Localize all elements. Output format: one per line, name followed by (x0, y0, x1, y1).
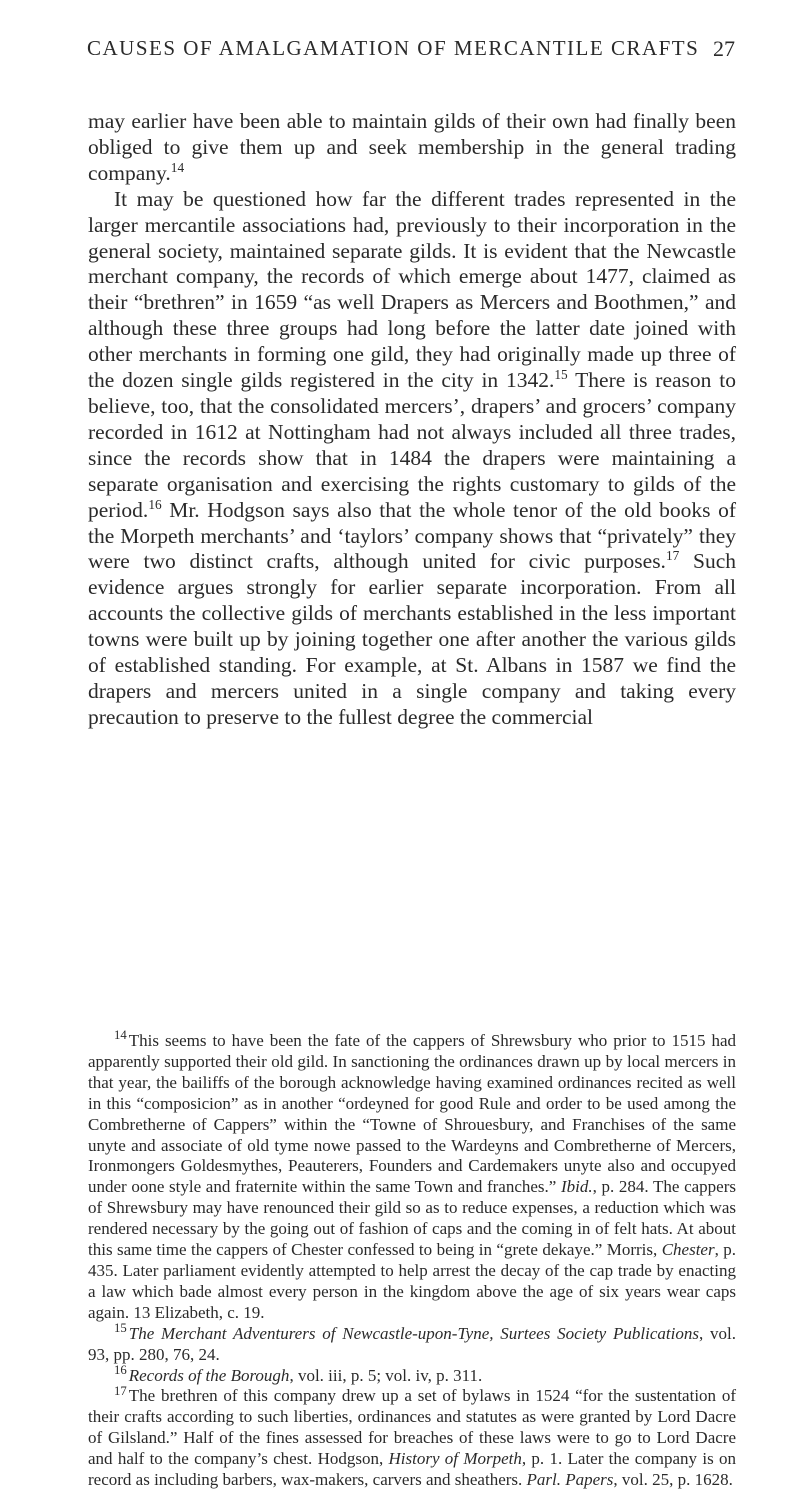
paragraph-text: Such evidence argues strongly for earlier separate incorporation. From all accounts the collective gilds of merchants established in the less important towns were built up by joining together one after another the various gilds of established standing. For example, at St. Albans in 1587 we find the drapers and mercers united in a single company and taking every precaution to preserve to the fullest degree the commercial (88, 549, 736, 729)
footnote-italic: Chester (661, 1240, 715, 1260)
paragraph-text: may earlier have been able to maintain gilds of their own had finally been obliged to give them up and seek membership in the general trading company. (88, 109, 736, 185)
footnote-number: 15 (114, 1321, 127, 1336)
footnote-text: , p. 1. Later the company is on record as including barbers, wax-makers, carvers and sheathers. (88, 1449, 736, 1490)
footnote-text: , vol. 93, pp. 280, 76, 24. (88, 1323, 736, 1364)
note-ref-15: 15 (554, 366, 568, 382)
footnote-text: , p. 435. Later parliament evidently attempted to help arrest the decay of the cap trade by enacting a law which bade almost every person in the kingdom above the age of six years wear caps again. 13 Elizabeth, c. 19. (88, 1240, 737, 1322)
footnote-italic: Parl. Papers (526, 1470, 614, 1490)
footnote-italic: The Merchant Adventurers of Newcastle-upon-Tyne, Surtees Society Publications (128, 1323, 699, 1343)
paragraph-text: Mr. Hodgson says also that the whole tenor of the old books of the Morpeth merchants’ and ‘taylors’ company shows that “privately” they were two distinct crafts, although united for civic purposes. (88, 497, 736, 574)
footnote-text: The brethren of this company drew up a set of bylaws in 1524 “for the sustentation of their crafts according to such liberties, ordinances and statutes as were granted by Lord Dacre of Gilsland.” Half of the fines assessed for breaches of these laws were to go to Lord Dacre and half to the company’s chest. Hodgson, (88, 1386, 736, 1469)
paragraph (88, 187, 736, 731)
running-head (75, 36, 735, 76)
footnote-text: This seems to have been the fate of the cappers of Shrewsbury who prior to 1515 had apparently supported their old gild. In sanctioning the ordinances drawn up by local mercers in that year, the bailiffs of the borough acknowledge having examined ordinances recited as well in this “composicion” as in another “ordeyned for good Rule and order to be used among the Combretherne of Cappers” within the “Towne of Shrouesbury, and Franchises of the same unyte and associate of old tyme nowe passed to the Wardeyns and Combretherne of Mercers, Ironmongers Goldesmythes, Peauterers, Founders and Cardemakers unyte also and occupyed under oone style and fraternite within the same Town and franches.” (88, 1031, 736, 1197)
footnote-15 (88, 1321, 736, 1366)
note-ref-16: 16 (148, 496, 162, 512)
footnote-text: , p. 284. The cappers of Shrewsbury may have renounced their gild so as to reduce expenses, a reduction which was rendered necessary by the going out of fashion of caps and the coming in of felt hats. At about this same time the cappers of Chester confessed to being in “grete dekaye.” Morris, (88, 1177, 736, 1260)
footnote-number: 16 (114, 1362, 127, 1377)
page-number: 27 (713, 36, 735, 61)
footnote-italic: History of Morpeth (388, 1449, 522, 1469)
main-text (88, 109, 736, 731)
footnotes (88, 1028, 737, 1491)
footnote-14 (88, 1028, 737, 1324)
footnote-number: 17 (114, 1383, 127, 1398)
footnote-16 (88, 1362, 736, 1387)
footnote-italic: Records of the Borough (128, 1365, 290, 1385)
footnote-text: , vol. iii, p. 5; vol. iv, p. 311. (289, 1365, 483, 1385)
paragraph-text: There is reason to believe, too, that the consolidated mercers’, drapers’ and grocers’ company recorded in 1612 at Nottingham had not always included all three trades, since the records show that in 1484 the drapers were maintaining a separate organisation and exercising the rights customary to gilds of the period. (88, 368, 736, 522)
footnote-number: 14 (114, 1028, 127, 1043)
footnote-text: , vol. 25, p. 1628. (613, 1470, 733, 1490)
note-ref-17: 17 (665, 548, 680, 564)
paragraph-continued (88, 109, 736, 187)
footnote-italic: Ibid. (561, 1177, 593, 1197)
running-title: CAUSES OF AMALGAMATION OF MERCANTILE CRAFTS (87, 36, 700, 60)
footnote-17 (88, 1383, 736, 1491)
paragraph-text: It may be questioned how far the different trades represented in the larger mercantile associations had, previously to their incorporation in the general society, maintained separate gilds. It is evident that the Newcastle merchant company, the records of which emerge about 1477, claimed as their “brethren” in 1659 “as well Drapers as Mercers and Boothmen,” and although these three groups had long before the latter date joined with other merchants in forming one gild, they had originally made up three of the dozen single gilds registered in the city in 1342. (88, 186, 736, 393)
note-ref-14: 14 (170, 159, 185, 175)
